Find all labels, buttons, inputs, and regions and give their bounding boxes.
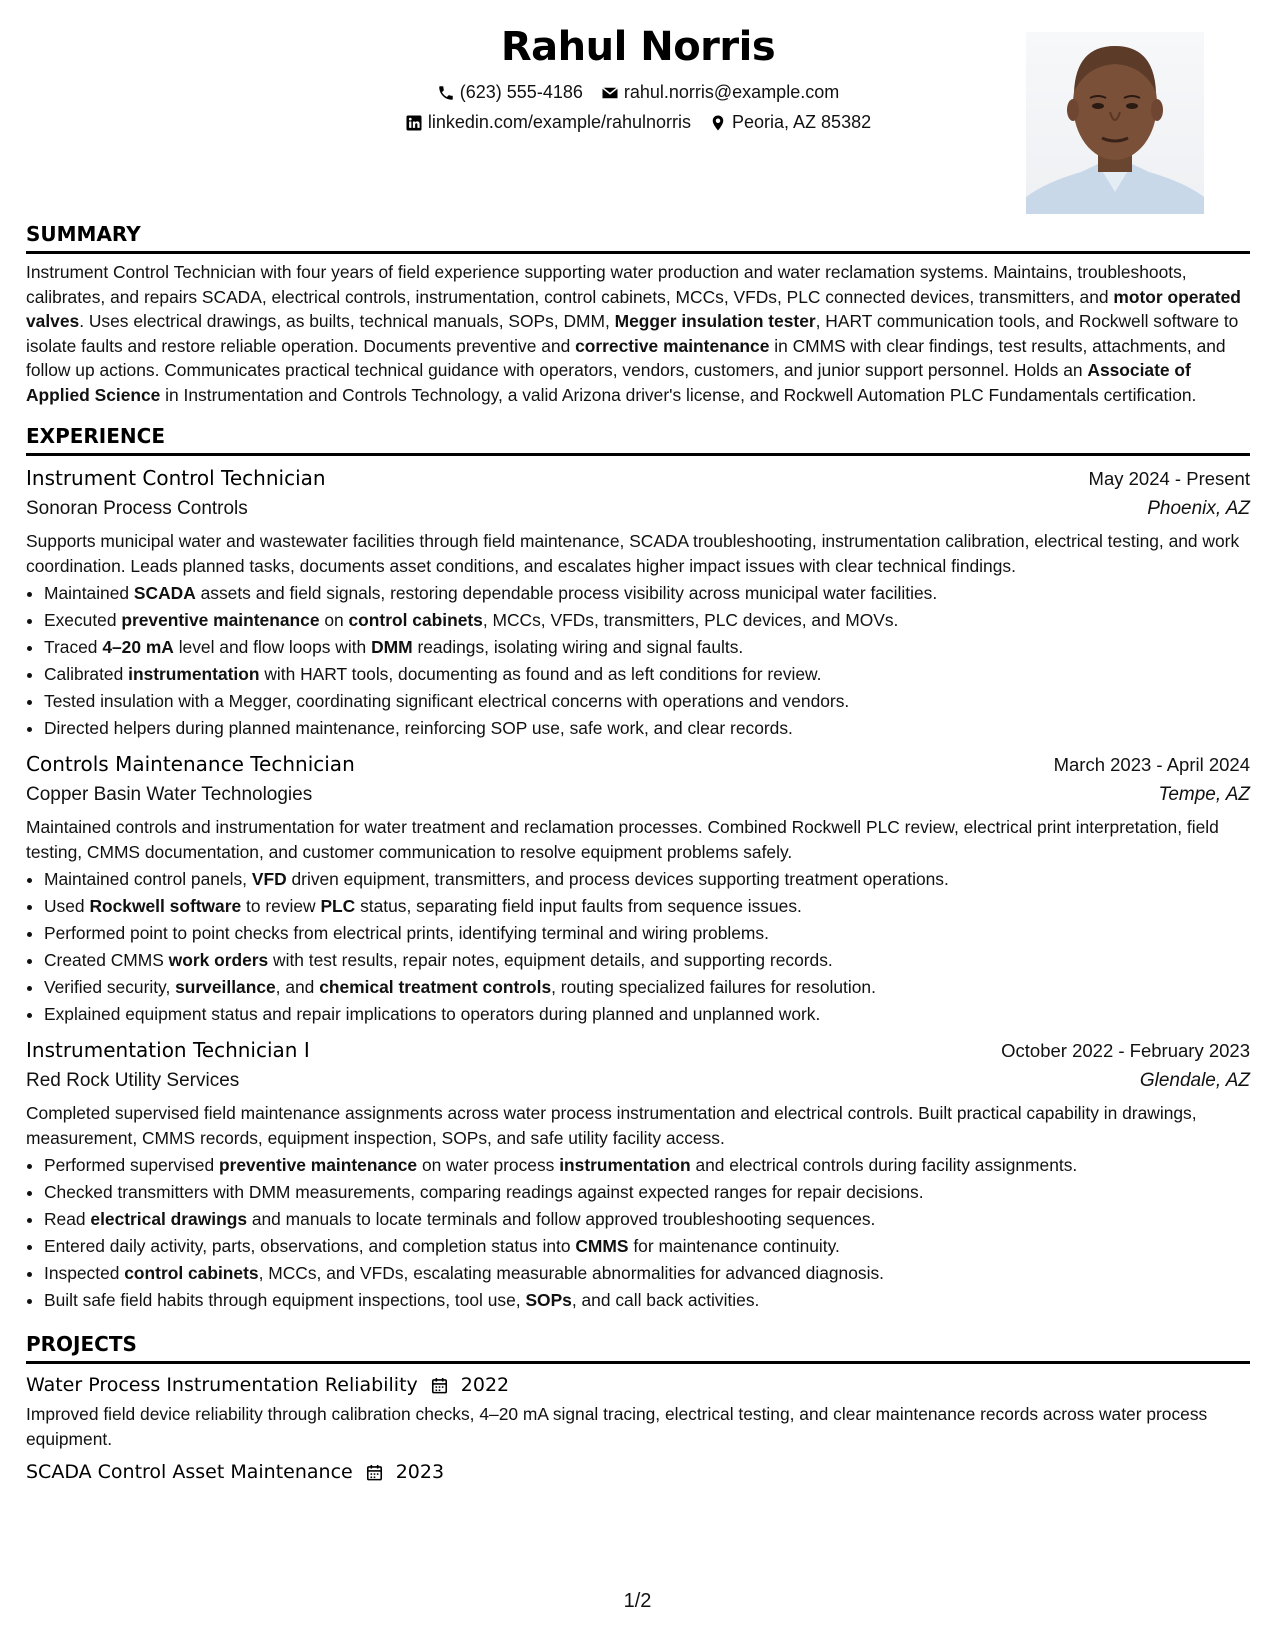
resume-header <box>26 22 1250 222</box>
bold-keyword: surveillance <box>175 977 276 997</box>
text-run: Tested insulation with a Megger, coordinating significant electrical concerns with operations and vendors. <box>44 691 850 711</box>
project-year: 2022 <box>460 1374 510 1396</box>
text-run: , and <box>275 977 320 997</box>
bold-keyword: PLC <box>320 896 356 916</box>
bold-keyword: CMMS <box>575 1236 629 1256</box>
job-title: Instrumentation Technician I <box>26 1038 310 1062</box>
bold-keyword: work orders <box>168 950 269 970</box>
text-run: with test results, repair notes, equipment details, and supporting records. <box>268 950 833 970</box>
candidate-name: Rahul Norris <box>500 24 776 70</box>
experience-list <box>26 466 1250 1314</box>
job-title: Instrument Control Technician <box>26 466 326 490</box>
profile-photo <box>1026 32 1204 214</box>
text-run: , and call back activities. <box>571 1290 760 1310</box>
job-bullet <box>44 1260 1250 1287</box>
job-bullet <box>44 634 1250 661</box>
job-bullet <box>44 893 1250 920</box>
project-title: Water Process Instrumentation Reliability <box>26 1374 418 1396</box>
text-run: . Uses electrical drawings, as builts, technical manuals, SOPs, DMM, <box>79 311 615 331</box>
bold-keyword: corrective maintenance <box>575 335 770 356</box>
bold-keyword: control cabinets <box>124 1263 259 1283</box>
text-run: Directed helpers during planned maintenance, reinforcing SOP use, safe work, and clear records. <box>44 718 793 738</box>
bold-keyword: preventive maintenance <box>121 610 320 630</box>
bold-keyword: instrumentation <box>559 1155 691 1175</box>
phone-icon <box>437 84 455 102</box>
text-run: Used <box>44 896 90 916</box>
job-subheader <box>26 784 1250 806</box>
text-run: level and flow loops with <box>173 637 372 657</box>
bold-keyword: chemical treatment controls <box>319 977 552 997</box>
job-title: Controls Maintenance Technician <box>26 752 355 776</box>
job-bullet <box>44 607 1250 634</box>
text-run: for maintenance continuity. <box>628 1236 840 1256</box>
email-contact[interactable] <box>601 82 839 103</box>
text-run: in CMMS with clear findings, test results, attachments, and follow up actions. Communicates practical technical guidance with operators, vendors, customers, and junior support personnel. Holds an <box>26 335 1226 380</box>
summary-heading: SUMMARY <box>26 222 1250 254</box>
text-run: and manuals to locate terminals and follow approved troubleshooting sequences. <box>247 1209 876 1229</box>
bold-keyword: Megger insulation tester <box>614 311 816 331</box>
text-run: , HART communication tools, and Rockwell software to isolate faults and restore reliable operation. Documents preventive and <box>26 311 1239 356</box>
bold-keyword: DMM <box>371 637 413 657</box>
bold-keyword: SOPs <box>525 1290 572 1310</box>
text-run: readings, isolating wiring and signal faults. <box>412 637 744 657</box>
text-run: Calibrated <box>44 664 129 684</box>
text-run: Entered daily activity, parts, observations, and completion status into <box>44 1236 576 1256</box>
text-run: Checked transmitters with DMM measurements, comparing readings against expected ranges for repair decisions. <box>44 1182 924 1202</box>
job-bullets <box>26 866 1250 1028</box>
company-name: Red Rock Utility Services <box>26 1070 240 1091</box>
project-title: SCADA Control Asset Maintenance <box>26 1461 353 1483</box>
text-run: Maintained <box>44 583 134 603</box>
job-description: Completed supervised field maintenance assignments across water process instrumentation and electrical controls. Built practical capability in drawings, measurement, CMMS records, equipment inspection, SOPs, and safe utility facility access. <box>26 1103 1197 1148</box>
page-number: 1/2 <box>623 1590 652 1612</box>
text-run: Performed supervised <box>44 1155 219 1175</box>
location-contact <box>709 112 871 133</box>
bold-keyword: SCADA <box>133 583 196 603</box>
job-dates: October 2022 - February 2023 <box>1001 1040 1250 1061</box>
job-bullet <box>44 920 1250 947</box>
bold-keyword: preventive maintenance <box>218 1155 418 1175</box>
phone-number: (623) 555-4186 <box>459 82 583 102</box>
text-run: on water process <box>417 1155 560 1175</box>
job-description: Maintained controls and instrumentation for water treatment and reclamation processes. Combined Rockwell PLC review, electrical print interpretation, field testing, CMMS documentation, and customer communication to resolve equipment problems safely. <box>26 817 1219 862</box>
job-bullet <box>44 580 1250 607</box>
job-bullet <box>44 1152 1250 1179</box>
text-run: on <box>319 610 349 630</box>
job-bullets <box>26 1152 1250 1314</box>
map-pin-icon <box>709 114 727 132</box>
text-run: , MCCs, and VFDs, escalating measurable abnormalities for advanced diagnosis. <box>258 1263 884 1283</box>
company-name: Sonoran Process Controls <box>26 498 248 519</box>
job-location: Glendale, AZ <box>1139 1070 1250 1091</box>
bold-keyword: Associate of Applied Science <box>26 360 1191 405</box>
text-run: Inspected <box>44 1263 125 1283</box>
experience-entry <box>26 466 1250 742</box>
text-run: Verified security, <box>44 977 176 997</box>
text-run: Explained equipment status and repair implications to operators during planned and unplanned work. <box>44 1004 821 1024</box>
job-bullet <box>44 974 1250 1001</box>
experience-entry <box>26 1038 1250 1314</box>
text-run: Built safe field habits through equipment inspections, tool use, <box>44 1290 526 1310</box>
linkedin-icon <box>405 114 423 132</box>
text-run: , routing specialized failures for resolution. <box>551 977 876 997</box>
job-bullet <box>44 1287 1250 1314</box>
project-entry <box>26 1461 1250 1483</box>
bold-keyword: motor operated valves <box>26 286 1241 331</box>
job-subheader <box>26 498 1250 520</box>
summary-text <box>26 260 1250 407</box>
text-run: Executed <box>44 610 122 630</box>
text-run: to review <box>241 896 321 916</box>
text-run: Created CMMS <box>44 950 169 970</box>
envelope-icon <box>601 84 619 102</box>
job-description: Supports municipal water and wastewater facilities through field maintenance, SCADA troubleshooting, instrumentation calibration, electrical testing, and work coordination. Leads planned tasks, documents asset conditions, and escalates higher impact issues with clear technical findings. <box>26 531 1240 576</box>
calendar-icon <box>430 1376 449 1395</box>
job-bullet <box>44 715 1250 742</box>
job-dates: March 2023 - April 2024 <box>1053 754 1250 775</box>
text-run: and electrical controls during facility assignments. <box>690 1155 1078 1175</box>
job-bullet <box>44 1206 1250 1233</box>
text-run: status, separating field input faults from sequence issues. <box>355 896 802 916</box>
job-bullet <box>44 947 1250 974</box>
projects-list <box>26 1374 1250 1483</box>
job-bullet <box>44 1233 1250 1260</box>
text-run: driven equipment, transmitters, and process devices supporting treatment operations. <box>286 869 949 889</box>
phone-contact <box>437 82 583 103</box>
text-run: Performed point to point checks from electrical prints, identifying terminal and wiring problems. <box>44 923 769 943</box>
text-run: Maintained control panels, <box>44 869 252 889</box>
job-bullet <box>44 1179 1250 1206</box>
project-description: Improved field device reliability through calibration checks, 4–20 mA signal tracing, electrical testing, and clear maintenance records across water process equipment. <box>26 1404 1208 1449</box>
job-bullet <box>44 688 1250 715</box>
email-address[interactable]: rahul.norris@example.com <box>623 82 840 102</box>
bold-keyword: Rockwell software <box>89 896 242 916</box>
calendar-icon <box>365 1463 384 1482</box>
job-bullet <box>44 1001 1250 1028</box>
text-run: , MCCs, VFDs, transmitters, PLC devices, and MOVs. <box>482 610 899 630</box>
text-run: Traced <box>44 637 103 657</box>
job-location: Phoenix, AZ <box>1147 498 1250 519</box>
job-subheader <box>26 1070 1250 1092</box>
bold-keyword: instrumentation <box>128 664 260 684</box>
linkedin-contact[interactable] <box>405 112 691 133</box>
text-run: assets and field signals, restoring dependable process visibility across municipal water facilities. <box>195 583 938 603</box>
job-bullet <box>44 661 1250 688</box>
location-text: Peoria, AZ 85382 <box>732 112 872 132</box>
job-header <box>26 466 1250 490</box>
project-year: 2023 <box>395 1461 445 1483</box>
experience-entry <box>26 752 1250 1028</box>
job-dates: May 2024 - Present <box>1088 468 1250 489</box>
text-run: in Instrumentation and Controls Technology, a valid Arizona driver's license, and Rockwell Automation PLC Fundamentals certification. <box>160 384 1197 405</box>
job-header <box>26 752 1250 776</box>
text-run: with HART tools, documenting as found and as left conditions for review. <box>259 664 822 684</box>
projects-heading: PROJECTS <box>26 1332 1250 1364</box>
project-header <box>26 1374 1250 1396</box>
job-bullet <box>44 866 1250 893</box>
bold-keyword: 4–20 mA <box>102 637 174 657</box>
job-location: Tempe, AZ <box>1158 784 1250 805</box>
bold-keyword: VFD <box>251 869 287 889</box>
text-run: Instrument Control Technician with four years of field experience supporting water production and water reclamation systems. Maintains, troubleshoots, calibrates, and repairs SCADA, electrical controls, instrumentation, control cabinets, MCCs, VFDs, PLC connected devices, transmitters, and <box>26 262 1187 307</box>
experience-heading: EXPERIENCE <box>26 424 1250 456</box>
company-name: Copper Basin Water Technologies <box>26 784 313 805</box>
job-bullets <box>26 580 1250 742</box>
project-entry <box>26 1374 1250 1451</box>
linkedin-url[interactable]: linkedin.com/example/rahulnorris <box>427 112 691 132</box>
job-header <box>26 1038 1250 1062</box>
bold-keyword: electrical drawings <box>90 1209 247 1229</box>
bold-keyword: control cabinets <box>348 610 483 630</box>
text-run: Read <box>44 1209 91 1229</box>
project-header <box>26 1461 1250 1483</box>
resume-page <box>26 22 1250 1483</box>
